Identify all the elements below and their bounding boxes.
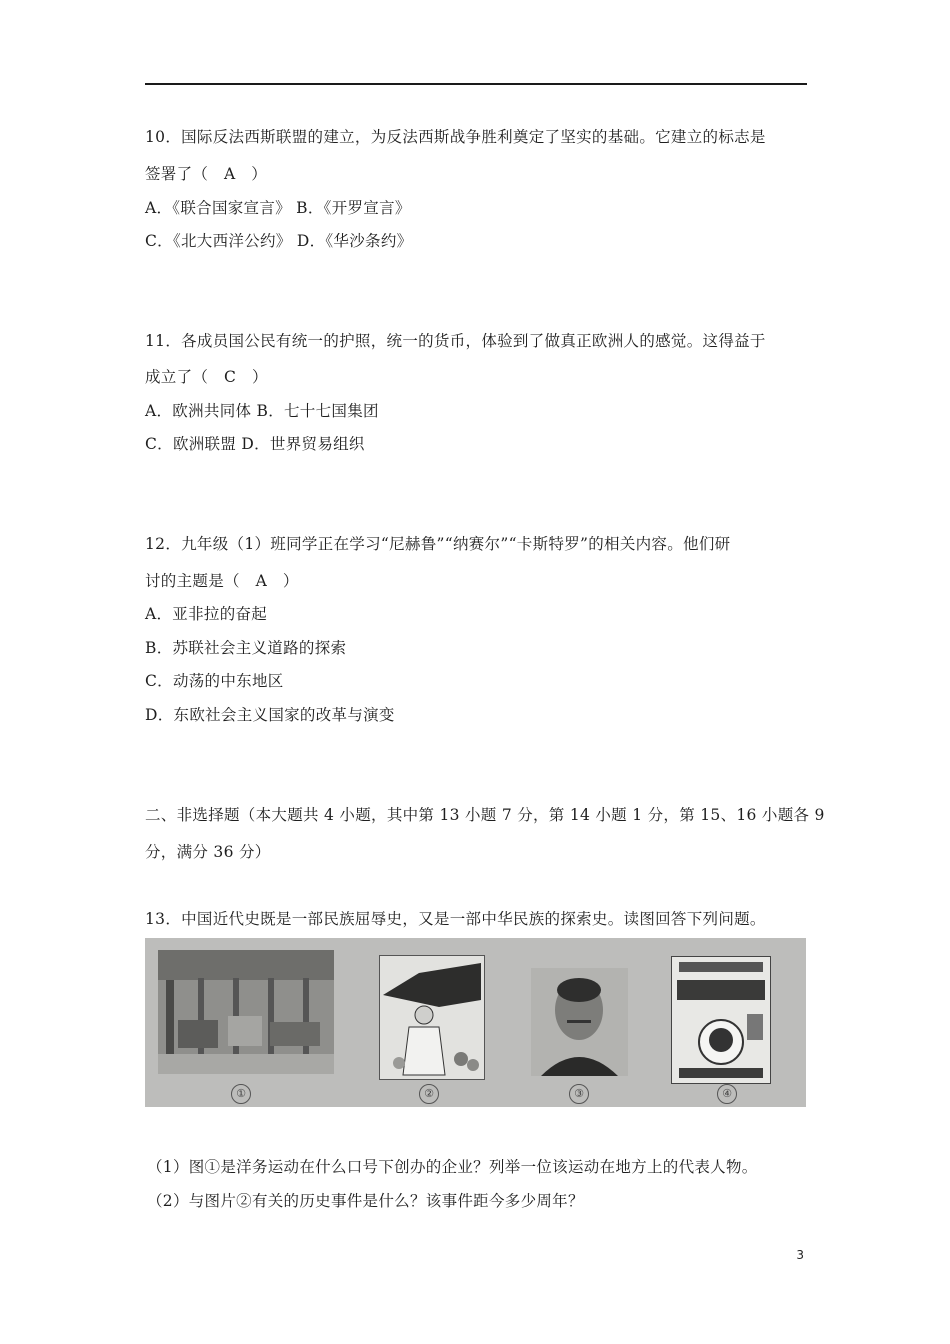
photo-caption-2: ② [419,1084,439,1104]
photo-caption-3: ③ [569,1084,589,1104]
q10-options-ab: A．《联合国家宣言》 B．《开罗宣言》 [145,199,411,217]
q13-sub-question-1: （1）图①是洋务运动在什么口号下创办的企业？列举一位该运动在地方上的代表人物。 [147,1158,758,1176]
q12-stem-line1: 12．九年级（1）班同学正在学习“尼赫鲁”“纳赛尔”“卡斯特罗”的相关内容。他们研 [145,535,731,553]
section2-header-line1: 二、非选择题（本大题共 4 小题，其中第 13 小题 7 分，第 14 小题 1 分，第 15、16 小题各 9 [145,806,825,824]
q10-stem-line2: 签署了（ A ） [145,165,268,183]
journal-cover-photo [671,956,771,1084]
q11-stem-line1: 11．各成员国公民有统一的护照，统一的货币，体验到了做真正欧洲人的感觉。这得益于 [145,332,766,350]
q12-stem-line2: 讨的主题是（ A ） [145,572,299,590]
section2-header-line2: 分，满分 36 分） [145,843,271,861]
header-rule [145,83,807,85]
q12-option-b: B．苏联社会主义道路的探索 [145,639,347,657]
q10-options-cd: C．《北大西洋公约》 D．《华沙条约》 [145,232,413,250]
q13-stem: 13．中国近代史既是一部民族屈辱史，又是一部中华民族的探索史。读图回答下列问题。 [145,910,766,928]
q11-stem-line2: 成立了（ C ） [145,368,268,386]
photo-caption-4: ④ [717,1084,737,1104]
q12-option-c: C．动荡的中东地区 [145,672,284,690]
page-number: 3 [796,1248,804,1262]
poster-photo [379,955,485,1080]
photo-caption-1: ① [231,1084,251,1104]
q13-sub-question-2: （2）与图片②有关的历史事件是什么？该事件距今多少周年？ [147,1192,584,1210]
q13-photo-strip [145,938,806,1107]
q12-option-a: A．亚非拉的奋起 [145,605,268,623]
factory-photo [158,950,334,1074]
q10-stem-line1: 10．国际反法西斯联盟的建立，为反法西斯战争胜利奠定了坚实的基础。它建立的标志是 [145,128,766,146]
q11-options-cd: C．欧洲联盟 D．世界贸易组织 [145,435,365,453]
q12-option-d: D．东欧社会主义国家的改革与演变 [145,706,395,724]
q11-options-ab: A．欧洲共同体 B．七十七国集团 [145,402,379,420]
portrait-photo [531,968,628,1076]
